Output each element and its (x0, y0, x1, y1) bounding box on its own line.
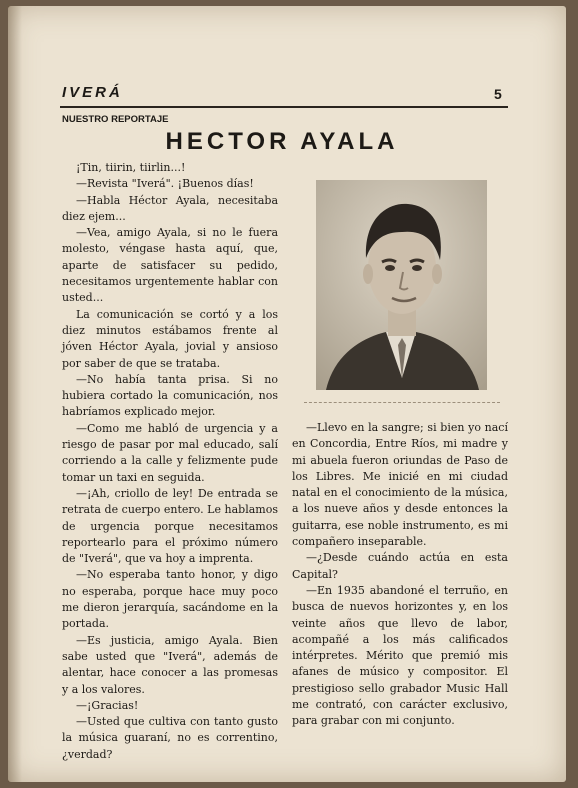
paragraph: —Revista "Iverá". ¡Buenos días! (76, 177, 254, 191)
magazine-name: IVERÁ (62, 84, 123, 101)
paragraph: —En 1935 abandoné el terruño, en busca de nuevos horizontes y, en los veinte años que llevo de labor, acompañé a los más calificados intérpretes. Mérito que premió mis afanes de músico y compositor. El prestigioso sello grabador Music Hall me contrató, con carácter exclusivo, para grabar con mi conjunto. (292, 583, 508, 728)
paragraph: —¡Ah, criollo de ley! De entrada se retrata de cuerpo entero. Le hablamos de urgencia porque necesitamos reportearlo para el próximo número de "Iverá", que va hoy a imprenta. (62, 486, 278, 566)
paragraph: —¡Gracias! (76, 698, 139, 712)
binding-shadow (8, 6, 22, 782)
paragraph: —Habla Héctor Ayala, necesitaba diez ejem... (62, 193, 278, 223)
photo-divider (304, 402, 500, 403)
article-title: HECTOR AYALA (165, 128, 399, 155)
portrait-photo (316, 180, 487, 390)
paragraph: La comunicación se cortó y a los diez minutos estábamos frente al jóven Héctor Ayala, jovial y ansioso por saber de que se trataba. (62, 307, 278, 370)
paragraph: —Usted que cultiva con tanto gusto la música guaraní, no es correntino, ¿verdad? (62, 715, 278, 761)
paragraph: —¿Desde cuándo actúa en esta Capital? (292, 551, 508, 581)
left-column (62, 160, 278, 763)
paragraph: ¡Tin, tiirin, tiirlin...! (76, 161, 186, 174)
paragraph: —No esperaba tanto honor, y digo no esperaba, porque hace muy poco me dieron jerarquía, sacándome en la portada. (62, 568, 278, 631)
paragraph: —No había tanta prisa. Si no hubiera cortado la comunicación, nos habríamos explicado mejor. (62, 372, 278, 419)
right-column (292, 420, 508, 730)
paragraph: —Vea, amigo Ayala, si no le fuera molesto, véngase hasta aquí, que, aparte de satisfacer su pedido, necesitamos urgentemente hablar con usted... (62, 226, 278, 305)
paragraph: —Como me habló de urgencia y a riesgo de pasar por mal educado, salí corriendo a la calle y felizmente pude tomar un taxi en seguida. (62, 421, 278, 484)
section-label: NUESTRO REPORTAJE (62, 114, 169, 125)
paragraph: —Llevo en la sangre; si bien yo nací en Concordia, Entre Ríos, mi madre y mi abuela fueron oriundas de Paso de los Libres. Me inicié en mi ciudad natal en el conocimiento de la música, a los nueve años y desde entonces la guitarra, ese noble instrumento, es mi compañero inseparable. (292, 421, 508, 549)
header-divider (60, 106, 508, 108)
paragraph: —Es justicia, amigo Ayala. Bien sabe usted que "Iverá", además de alentar, hace conocer a las promesas y a los valores. (62, 633, 278, 696)
page-number: 5 (494, 86, 502, 102)
magazine-page (8, 6, 566, 782)
